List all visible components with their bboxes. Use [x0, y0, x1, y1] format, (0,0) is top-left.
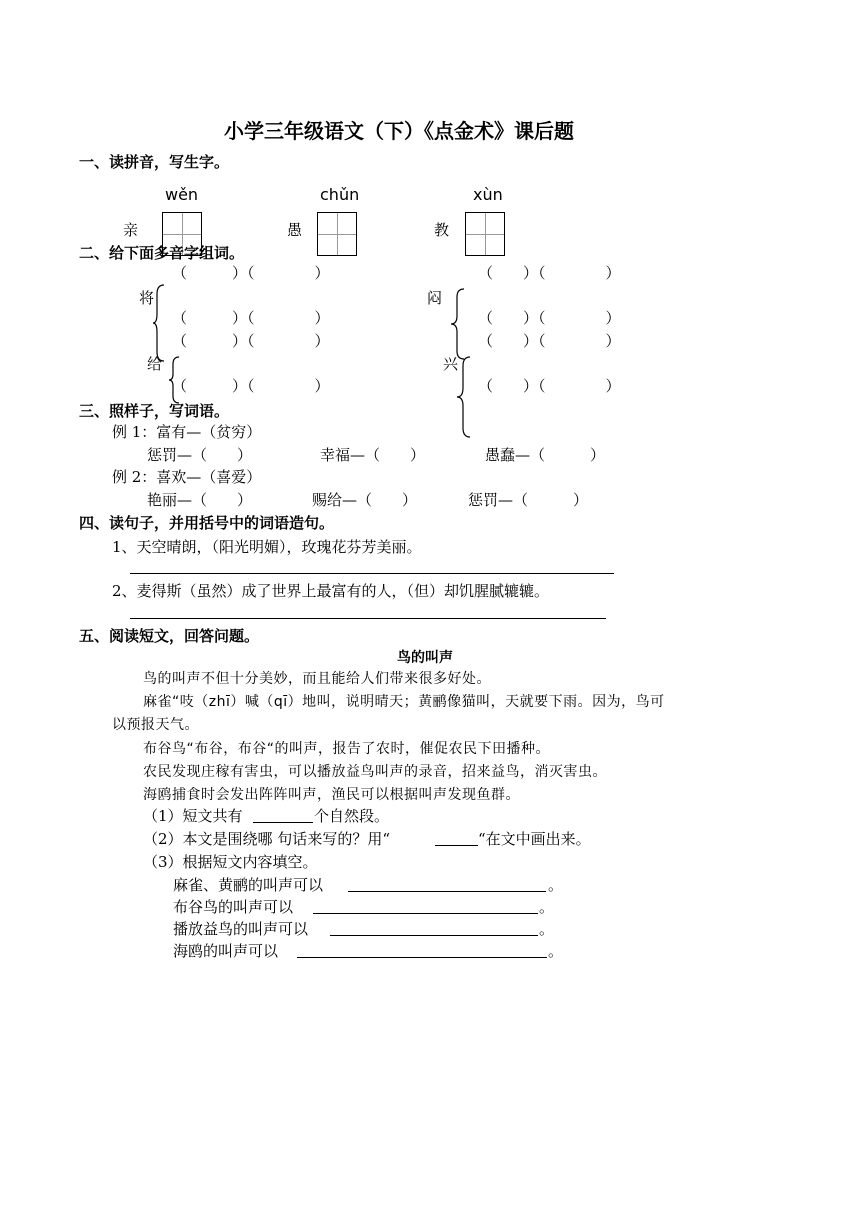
paren-r3[interactable]: （ ）（ ） — [478, 332, 621, 350]
question-1-b: 个自然段。 — [314, 807, 390, 825]
writing-grid-2[interactable] — [317, 212, 357, 256]
passage-title: 鸟的叫声 — [397, 650, 453, 666]
antonym-3[interactable]: 愚蠢—（ ） — [485, 446, 606, 464]
section-2-heading: 二、给下面多音字组词。 — [79, 244, 245, 262]
fill-label-2: 布谷鸟的叫声可以 — [173, 898, 294, 916]
char-jiang: 将 — [139, 289, 155, 307]
question-1-blank[interactable] — [253, 822, 313, 823]
fill-end-2: 。 — [539, 898, 555, 916]
fill-label-4: 海鸥的叫声可以 — [173, 942, 279, 960]
paren-l1[interactable]: （ ）（ ） — [172, 264, 330, 282]
char-xing: 兴 — [443, 355, 459, 373]
synonym-3[interactable]: 惩罚—（ ） — [468, 491, 589, 509]
example-1: 例 1：富有—（贫穷） — [112, 423, 262, 441]
question-2-blank[interactable] — [435, 845, 478, 846]
pinyin-3: xùn — [473, 185, 503, 204]
brace-xing — [456, 356, 472, 438]
synonym-2[interactable]: 赐给—（ ） — [312, 491, 418, 509]
brace-men — [450, 288, 466, 360]
fill-end-3: 。 — [539, 920, 555, 938]
answer-line-1[interactable] — [130, 573, 614, 574]
question-2-a: （2）本文是围绕哪 句话来写的？用“ — [143, 830, 390, 848]
char-men: 闷 — [427, 289, 443, 307]
writing-grid-3[interactable] — [465, 212, 505, 256]
paragraph-2-cont: 以预报天气。 — [112, 717, 199, 733]
section-4-heading: 四、读句子，并用括号中的词语造句。 — [79, 514, 335, 532]
prefix-char-3: 教 — [434, 221, 450, 239]
prefix-char-1: 亲 — [123, 221, 139, 239]
antonym-2[interactable]: 幸福—（ ） — [320, 446, 426, 464]
fill-line-4[interactable] — [297, 957, 547, 958]
brace-jiang — [152, 284, 166, 362]
fill-label-1: 麻雀、黄鹂的叫声可以 — [173, 876, 324, 894]
paren-r1[interactable]: （ ）（ ） — [478, 264, 621, 282]
section-5-heading: 五、阅读短文，回答问题。 — [79, 627, 260, 645]
paragraph-3: 布谷鸟“布谷，布谷“的叫声，报告了农时，催促农民下田播种。 — [143, 741, 551, 757]
question-1-a: （1）短文共有 — [143, 807, 243, 825]
char-gei: 给 — [147, 355, 163, 373]
example-2: 例 2：喜欢—（喜爱） — [112, 468, 262, 486]
paren-r2[interactable]: （ ）（ ） — [478, 309, 621, 327]
fill-line-2[interactable] — [313, 913, 538, 914]
paren-l3[interactable]: （ ）（ ） — [172, 332, 330, 350]
paren-l4[interactable]: （ ）（ ） — [172, 377, 330, 395]
paragraph-1: 鸟的叫声不但十分美妙，而且能给人们带来很多好处。 — [143, 671, 491, 687]
section-3-heading: 三、照样子，写词语。 — [79, 402, 230, 420]
question-2-b: “在文中画出来。 — [478, 830, 591, 848]
paragraph-5: 海鸥捕食时会发出阵阵叫声，渔民可以根据叫声发现鱼群。 — [143, 787, 520, 803]
pinyin-1: wěn — [165, 185, 199, 204]
antonym-1[interactable]: 惩罚—（ ） — [147, 446, 253, 464]
section-1-heading: 一、读拼音，写生字。 — [79, 153, 230, 171]
fill-line-1[interactable] — [348, 891, 546, 892]
paren-r4[interactable]: （ ）（ ） — [478, 377, 621, 395]
sentence-1: 1、天空晴朗，（阳光明媚），玫瑰花芬芳美丽。 — [112, 538, 422, 556]
prefix-char-2: 愚 — [287, 221, 303, 239]
fill-end-1: 。 — [548, 876, 564, 894]
sentence-2: 2、麦得斯（虽然）成了世界上最富有的人，（但）却饥腥腻辘辘。 — [112, 582, 550, 600]
question-3: （3）根据短文内容填空。 — [143, 853, 318, 871]
synonym-1[interactable]: 艳丽—（ ） — [147, 491, 253, 509]
fill-line-3[interactable] — [330, 935, 538, 936]
pinyin-2: chǔn — [320, 185, 360, 204]
paragraph-2: 麻雀“吱（zhī）喊（qī）地叫，说明晴天；黄鹂像猫叫，天就要下雨。因为，鸟可 — [143, 694, 665, 710]
fill-end-4: 。 — [548, 942, 564, 960]
fill-label-3: 播放益鸟的叫声可以 — [173, 920, 309, 938]
answer-line-2[interactable] — [130, 618, 606, 619]
paragraph-4: 农民发现庄稼有害虫，可以播放益鸟叫声的录音，招来益鸟，消灭害虫。 — [143, 764, 607, 780]
paren-l2[interactable]: （ ）（ ） — [172, 309, 330, 327]
page-title: 小学三年级语文（下）《点金术》课后题 — [224, 119, 574, 143]
